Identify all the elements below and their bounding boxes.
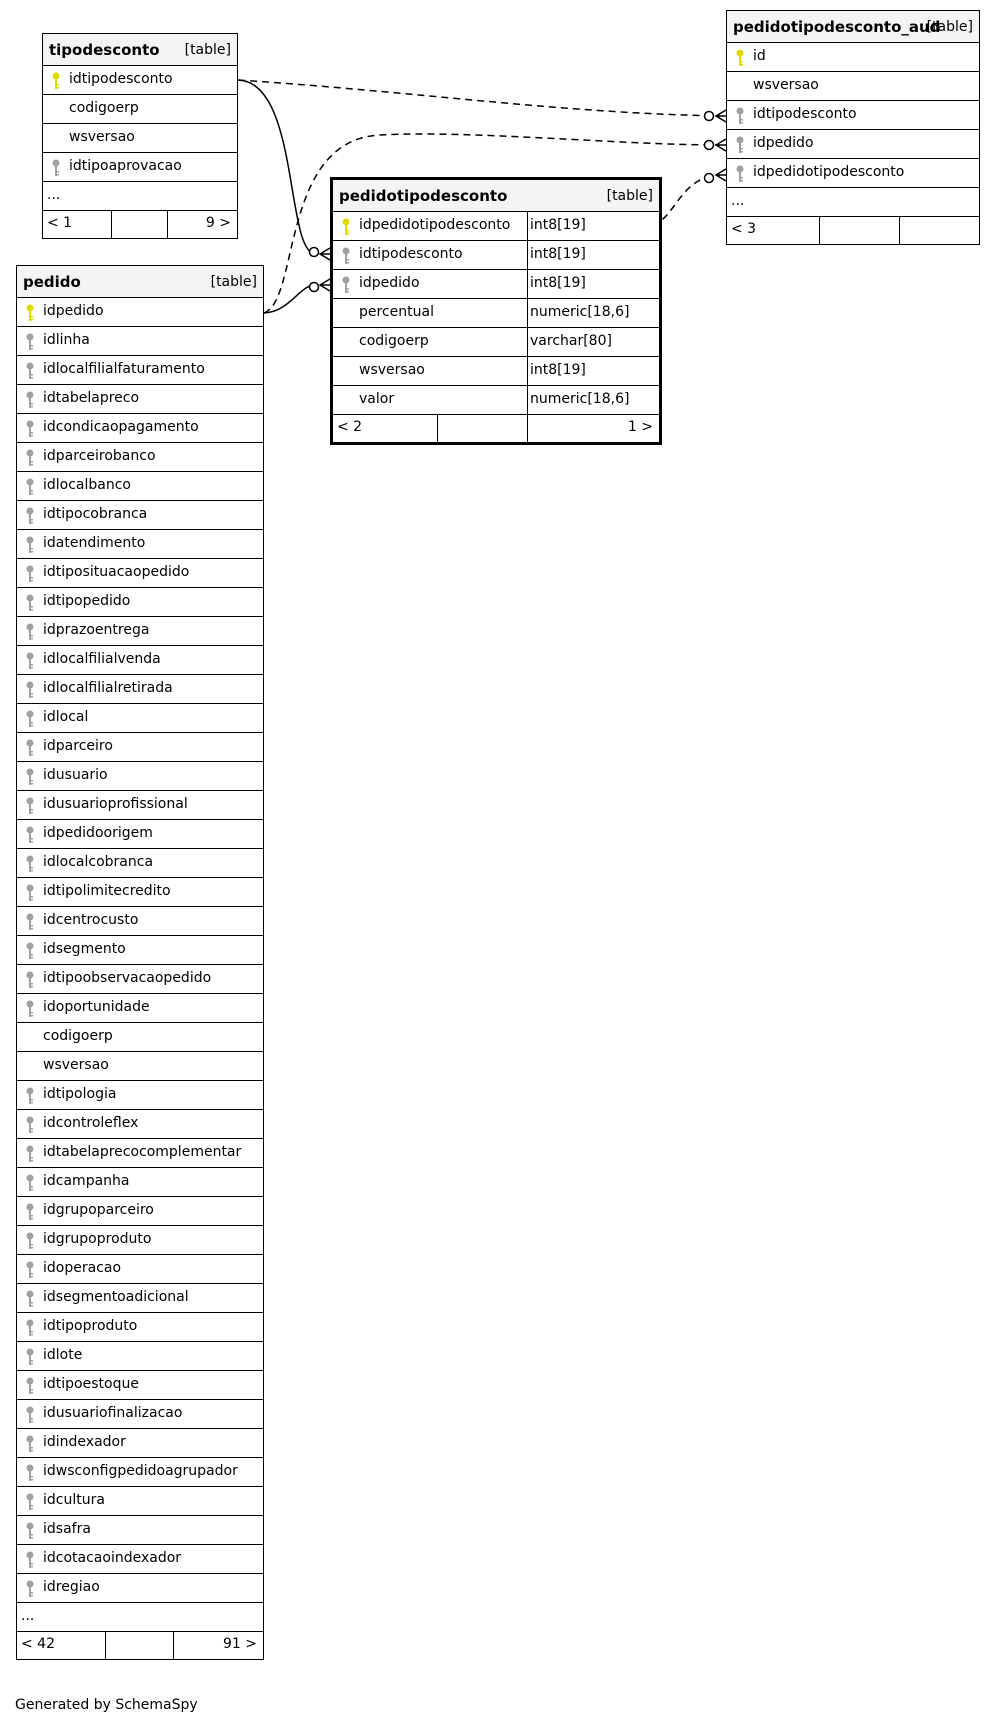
foreign-key-icon <box>25 391 35 409</box>
column-row <box>43 95 237 124</box>
column-list <box>727 43 979 188</box>
column-row <box>17 878 263 907</box>
table-tipodesconto[interactable] <box>42 33 238 239</box>
parent-count: < 2 <box>337 419 363 435</box>
column-name: idtipoaprovacao <box>69 158 182 174</box>
column-row <box>17 588 263 617</box>
foreign-key-icon <box>735 165 745 183</box>
foreign-key-icon <box>25 1319 35 1337</box>
column-name: idtipodesconto <box>753 106 857 122</box>
column-name: idsegmento <box>43 941 126 957</box>
column-row <box>17 1313 263 1342</box>
table-footer <box>333 415 659 442</box>
column-row <box>17 1168 263 1197</box>
column-row <box>17 356 263 385</box>
child-count: 9 > <box>205 215 231 231</box>
column-name: idindexador <box>43 1434 126 1450</box>
column-row <box>727 101 979 130</box>
foreign-key-icon <box>25 652 35 670</box>
column-row <box>17 1052 263 1081</box>
column-name: idcampanha <box>43 1173 130 1189</box>
column-name: idlocalfilialretirada <box>43 680 173 696</box>
column-row <box>17 762 263 791</box>
column-name: idtipoproduto <box>43 1318 138 1334</box>
primary-key-icon <box>341 218 351 236</box>
foreign-key-icon <box>25 971 35 989</box>
column-row <box>17 1081 263 1110</box>
crowfoot-circle <box>705 174 714 183</box>
column-name: idlocalcobranca <box>43 854 154 870</box>
column-name: idpedidotipodesconto <box>359 217 511 233</box>
column-name: idgrupoparceiro <box>43 1202 154 1218</box>
column-name: idtipolimitecredito <box>43 883 171 899</box>
foreign-key-icon <box>25 739 35 757</box>
foreign-key-icon <box>25 478 35 496</box>
column-row <box>17 965 263 994</box>
column-name: idpedido <box>753 135 814 151</box>
column-name: idcotacaoindexador <box>43 1550 182 1566</box>
column-row <box>43 66 237 95</box>
column-list <box>333 212 659 415</box>
column-row <box>17 1516 263 1545</box>
column-row <box>17 994 263 1023</box>
column-type: int8[19] <box>530 275 586 291</box>
column-name: percentual <box>359 304 434 320</box>
column-name: idlocalfilialfaturamento <box>43 361 205 377</box>
column-name: idtipocobranca <box>43 506 148 522</box>
table-header <box>333 180 659 212</box>
foreign-key-icon <box>25 797 35 815</box>
foreign-key-icon <box>25 536 35 554</box>
column-row <box>17 1139 263 1168</box>
column-type: numeric[18,6] <box>530 391 630 407</box>
foreign-key-icon <box>25 1087 35 1105</box>
foreign-key-icon <box>25 913 35 931</box>
primary-key-icon <box>25 304 35 322</box>
column-name: wsversao <box>359 362 425 378</box>
column-row <box>17 704 263 733</box>
column-row <box>17 820 263 849</box>
foreign-key-icon <box>341 276 351 294</box>
foreign-key-icon <box>25 942 35 960</box>
column-name: idtabelaprecocomplementar <box>43 1144 242 1160</box>
column-name: idtipoestoque <box>43 1376 139 1392</box>
foreign-key-icon <box>25 1174 35 1192</box>
column-name: idlocalfilialvenda <box>43 651 161 667</box>
column-row <box>17 1429 263 1458</box>
column-name: idcontroleflex <box>43 1115 139 1131</box>
column-row <box>17 646 263 675</box>
foreign-key-icon <box>25 1406 35 1424</box>
column-row <box>17 443 263 472</box>
column-name: idtipodesconto <box>359 246 463 262</box>
column-name: idprazoentrega <box>43 622 150 638</box>
column-row <box>333 357 659 386</box>
column-name: idpedido <box>359 275 420 291</box>
column-name: valor <box>359 391 395 407</box>
column-name: idcultura <box>43 1492 105 1508</box>
column-row <box>17 530 263 559</box>
crowfoot-circle <box>310 283 319 292</box>
column-row <box>17 1342 263 1371</box>
more-columns: ... <box>17 1603 263 1632</box>
column-name: idtipodesconto <box>69 71 173 87</box>
table-footer <box>727 217 979 244</box>
table-name: pedido <box>23 273 81 291</box>
column-name: idparceiro <box>43 738 113 754</box>
column-row <box>17 501 263 530</box>
column-row <box>17 298 263 327</box>
parent-count: < 42 <box>21 1636 55 1652</box>
foreign-key-icon <box>25 1464 35 1482</box>
foreign-key-icon <box>25 1290 35 1308</box>
table-type: [table] <box>184 42 231 58</box>
parent-count: < 3 <box>731 221 757 237</box>
column-name: idlote <box>43 1347 83 1363</box>
crowfoot-circle <box>705 112 714 121</box>
column-row <box>17 1197 263 1226</box>
column-row <box>333 299 659 328</box>
column-row <box>17 733 263 762</box>
column-row <box>17 1023 263 1052</box>
column-name: idlocal <box>43 709 89 725</box>
column-name: idusuariofinalizacao <box>43 1405 183 1421</box>
column-name: idcentrocusto <box>43 912 139 928</box>
child-count: 1 > <box>627 419 653 435</box>
column-name: idpedidoorigem <box>43 825 153 841</box>
column-name: idsegmentoadicional <box>43 1289 189 1305</box>
column-name: idusuarioprofissional <box>43 796 188 812</box>
column-name: idregiao <box>43 1579 100 1595</box>
foreign-key-icon <box>25 1203 35 1221</box>
column-row <box>43 124 237 153</box>
column-name: idtiposituacaopedido <box>43 564 190 580</box>
column-name: wsversao <box>43 1057 109 1073</box>
column-row <box>17 617 263 646</box>
column-type: numeric[18,6] <box>530 304 630 320</box>
crowfoot-arrow <box>716 169 726 181</box>
column-name: idgrupoproduto <box>43 1231 152 1247</box>
column-row <box>43 153 237 182</box>
column-name: idlocalbanco <box>43 477 131 493</box>
column-row <box>17 1545 263 1574</box>
column-row <box>17 414 263 443</box>
column-type: int8[19] <box>530 362 586 378</box>
column-name: idoperacao <box>43 1260 122 1276</box>
foreign-key-icon <box>25 507 35 525</box>
table-footer <box>17 1632 263 1659</box>
column-type: int8[19] <box>530 217 586 233</box>
foreign-key-icon <box>25 449 35 467</box>
column-row <box>17 907 263 936</box>
foreign-key-icon <box>25 1000 35 1018</box>
foreign-key-icon <box>25 768 35 786</box>
column-row <box>17 327 263 356</box>
foreign-key-icon <box>25 1232 35 1250</box>
column-row <box>17 1371 263 1400</box>
foreign-key-icon <box>25 710 35 728</box>
column-row <box>17 1255 263 1284</box>
foreign-key-icon <box>25 1261 35 1279</box>
table-header <box>727 11 979 43</box>
table-name: tipodesconto <box>49 41 160 59</box>
column-type: varchar[80] <box>530 333 612 349</box>
foreign-key-icon <box>25 1377 35 1395</box>
foreign-key-icon <box>25 855 35 873</box>
column-row <box>17 385 263 414</box>
crowfoot-circle <box>310 248 319 257</box>
column-type: int8[19] <box>530 246 586 262</box>
crowfoot-arrow <box>716 139 726 151</box>
foreign-key-icon <box>735 136 745 154</box>
crowfoot-arrow <box>716 110 726 122</box>
column-row <box>333 241 659 270</box>
more-columns: ... <box>43 182 237 211</box>
foreign-key-icon <box>25 884 35 902</box>
column-name: idtipoobservacaopedido <box>43 970 212 986</box>
crowfoot-circle <box>705 141 714 150</box>
foreign-key-icon <box>25 362 35 380</box>
column-row <box>17 1458 263 1487</box>
table-name: pedidotipodesconto_aud <box>733 18 941 36</box>
table-name: pedidotipodesconto <box>339 187 508 205</box>
foreign-key-icon <box>25 1580 35 1598</box>
column-row <box>333 212 659 241</box>
foreign-key-icon <box>25 1116 35 1134</box>
foreign-key-icon <box>25 1493 35 1511</box>
column-row <box>17 1110 263 1139</box>
column-name: idoportunidade <box>43 999 150 1015</box>
column-row <box>333 328 659 357</box>
column-row <box>17 559 263 588</box>
column-name: codigoerp <box>69 100 139 116</box>
column-row <box>17 936 263 965</box>
foreign-key-icon <box>25 1551 35 1569</box>
foreign-key-icon <box>25 1435 35 1453</box>
column-row <box>333 386 659 415</box>
generated-by-credit: Generated by SchemaSpy <box>15 1697 198 1713</box>
column-list <box>17 298 263 1603</box>
table-type: [table] <box>606 188 653 204</box>
rel-tipodesconto-to-aud <box>238 80 720 116</box>
column-row <box>333 270 659 299</box>
column-row <box>727 159 979 188</box>
column-name: idtipopedido <box>43 593 131 609</box>
column-name: idlinha <box>43 332 90 348</box>
column-name: idcondicaopagamento <box>43 419 199 435</box>
foreign-key-icon <box>735 107 745 125</box>
foreign-key-icon <box>25 565 35 583</box>
column-row <box>17 675 263 704</box>
column-row <box>17 472 263 501</box>
table-pedidotipodesconto-aud[interactable] <box>726 10 980 245</box>
column-name: wsversao <box>69 129 135 145</box>
column-name: idsafra <box>43 1521 91 1537</box>
table-type: [table] <box>926 19 973 35</box>
rel-tipodesconto-to-pedidotipodesconto <box>238 80 316 254</box>
crowfoot-arrow <box>320 248 330 260</box>
column-name: codigoerp <box>43 1028 113 1044</box>
column-name: idparceirobanco <box>43 448 156 464</box>
table-pedidotipodesconto[interactable] <box>330 177 662 445</box>
primary-key-icon <box>735 49 745 67</box>
column-row <box>727 43 979 72</box>
table-footer <box>43 211 237 238</box>
column-row <box>727 72 979 101</box>
column-name: codigoerp <box>359 333 429 349</box>
column-row <box>17 849 263 878</box>
table-pedido[interactable] <box>16 265 264 1660</box>
more-columns: ... <box>727 188 979 217</box>
foreign-key-icon <box>25 1522 35 1540</box>
crowfoot-arrow <box>320 279 330 291</box>
column-name: idatendimento <box>43 535 146 551</box>
column-name: idusuario <box>43 767 108 783</box>
foreign-key-icon <box>25 681 35 699</box>
column-name: id <box>753 48 766 64</box>
column-name: idwsconfigpedidoagrupador <box>43 1463 238 1479</box>
foreign-key-icon <box>25 594 35 612</box>
child-count: 91 > <box>223 1636 257 1652</box>
column-row <box>17 1400 263 1429</box>
foreign-key-icon <box>25 1145 35 1163</box>
foreign-key-icon <box>25 623 35 641</box>
column-name: idtabelapreco <box>43 390 140 406</box>
foreign-key-icon <box>341 247 351 265</box>
primary-key-icon <box>51 72 61 90</box>
foreign-key-icon <box>25 1348 35 1366</box>
column-row <box>17 1487 263 1516</box>
column-row <box>17 1226 263 1255</box>
foreign-key-icon <box>25 333 35 351</box>
table-type: [table] <box>210 274 257 290</box>
column-row <box>727 130 979 159</box>
column-name: idtipologia <box>43 1086 117 1102</box>
parent-count: < 1 <box>47 215 73 231</box>
foreign-key-icon <box>51 159 61 177</box>
column-name: idpedido <box>43 303 104 319</box>
column-list <box>43 66 237 182</box>
column-row <box>17 1574 263 1603</box>
foreign-key-icon <box>25 826 35 844</box>
column-row <box>17 1284 263 1313</box>
table-header <box>17 266 263 298</box>
rel-pedido-to-pedidotipodesconto <box>264 285 316 313</box>
column-name: wsversao <box>753 77 819 93</box>
foreign-key-icon <box>25 420 35 438</box>
column-row <box>17 791 263 820</box>
column-name: idpedidotipodesconto <box>753 164 905 180</box>
table-header <box>43 34 237 66</box>
